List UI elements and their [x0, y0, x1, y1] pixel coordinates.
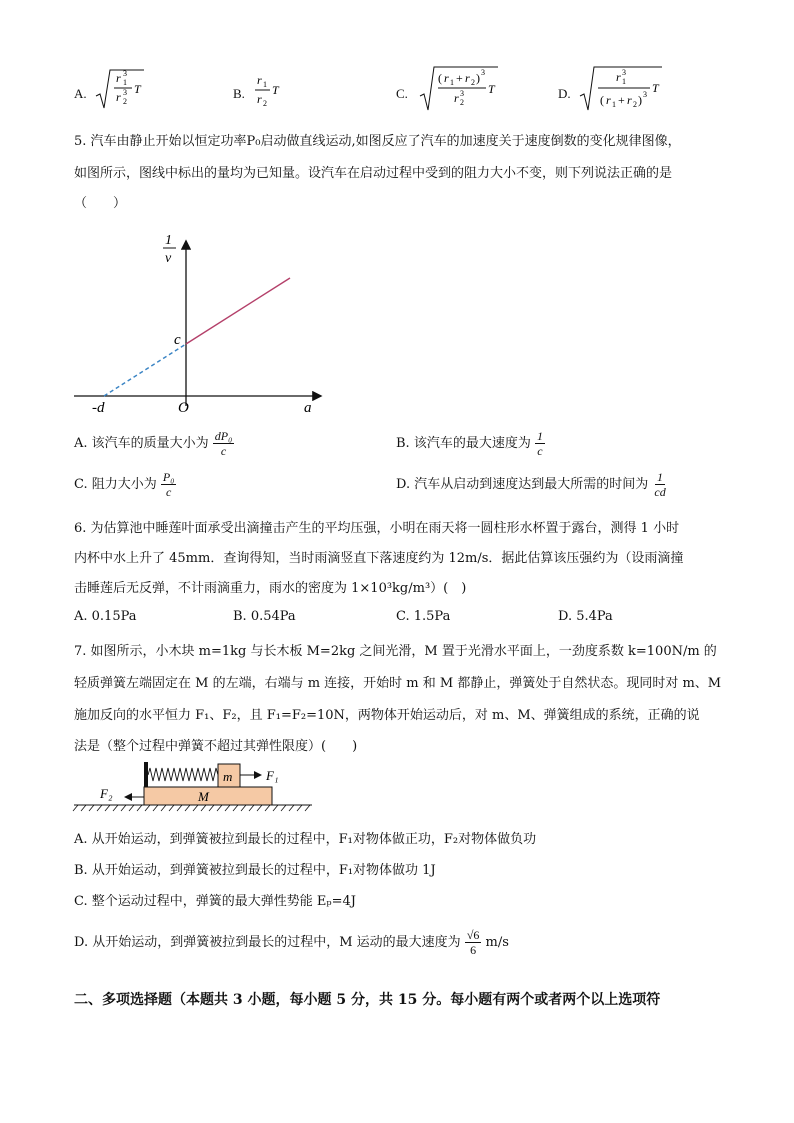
svg-text:T: T — [652, 81, 659, 95]
q6-line-1: 6. 为估算池中睡莲叶面承受出滴撞击产生的平均压强，小明在雨天将一圆柱形水杯置于露台，测得 1 小时 — [74, 521, 680, 536]
svg-text:3: 3 — [622, 68, 626, 77]
spring-wall — [144, 762, 148, 787]
q7-option-d-text: D. 从开始运动，到弹簧被拉到最长的过程中，M 运动的最大速度为 — [74, 935, 461, 950]
q5-option-d-den: cd — [654, 485, 666, 499]
svg-text:T: T — [272, 83, 279, 97]
graph-solid-line — [186, 278, 290, 344]
svg-text:r: r — [116, 71, 121, 85]
q5-option-b-text: B. 该汽车的最大速度为 — [396, 436, 531, 451]
svg-text:2: 2 — [471, 78, 475, 87]
m-label: m — [223, 769, 233, 784]
y-label-den: v — [165, 251, 172, 266]
q7-option-d — [74, 928, 509, 957]
ground — [73, 805, 312, 811]
svg-text:1: 1 — [622, 77, 626, 86]
q6-line-2: 内杯中水上升了 45mm．查询得知，当时雨滴竖直下落速度约为 12m/s．据此估算该压强约为（设雨滴撞 — [74, 551, 684, 566]
svg-text:1: 1 — [450, 78, 454, 87]
q7-option-d-den: 6 — [470, 943, 477, 957]
q5-stem-line-3: （ ） — [74, 196, 127, 211]
svg-text:r: r — [627, 93, 632, 107]
svg-text:r: r — [616, 70, 621, 84]
q4-option-d-expr — [578, 62, 664, 114]
svg-text:1: 1 — [612, 100, 616, 109]
svg-text:r: r — [606, 93, 611, 107]
q5-option-a — [74, 429, 234, 458]
svg-text:(: ( — [600, 93, 604, 107]
q4-option-a-label: A. — [74, 86, 87, 101]
q5-option-c-text: C. 阻力大小为 — [74, 477, 157, 492]
q4-option-a-expr — [94, 64, 146, 112]
svg-text:2: 2 — [460, 98, 464, 107]
svg-text:3: 3 — [643, 90, 647, 99]
q7-option-d-num: √6 — [466, 928, 480, 942]
svg-text:3: 3 — [123, 88, 127, 97]
q6-option-a: A. 0.15Pa — [74, 609, 137, 624]
q6-line-3: 击睡莲后无反弹，不计雨滴重力，雨水的密度为 1×10³kg/m³）( ) — [74, 581, 467, 596]
svg-text:): ) — [476, 71, 480, 85]
q4-option-c-label: C. — [396, 86, 408, 101]
q7-line-2: 轻质弹簧左端固定在 M 的左端，右端与 m 连接，开始时 m 和 M 都静止，弹簧处于自然状态。现同时对 m、M — [74, 676, 722, 691]
svg-text:r: r — [444, 71, 449, 85]
q5-option-d-num: 1 — [657, 470, 664, 484]
svg-text:+: + — [456, 71, 463, 85]
svg-text:+: + — [618, 93, 625, 107]
F1-label: F₁ — [266, 768, 279, 783]
q5-graph — [70, 228, 330, 418]
svg-text:r: r — [454, 91, 459, 105]
svg-text:(: ( — [438, 71, 442, 85]
q5-stem-line-1: 5. 汽车由静止开始以恒定功率P₀启动做直线运动,如图反应了汽车的加速度关于速度倒数的变化规律图像， — [74, 134, 681, 149]
svg-text:1: 1 — [263, 80, 267, 89]
section-2-heading: 二、多项选择题（本题共 3 小题，每小题 5 分，共 15 分。每小题有两个或者两个以上选项符 — [74, 992, 661, 1008]
svg-text:3: 3 — [481, 68, 485, 77]
origin-label: O — [178, 400, 189, 416]
q4-option-c-expr — [418, 62, 500, 114]
svg-text:T: T — [134, 82, 141, 96]
q7-option-c: C. 整个运动过程中，弹簧的最大弹性势能 Eₚ=4J — [74, 894, 356, 909]
dashed-extension-line — [104, 344, 186, 396]
q6-option-c: C. 1.5Pa — [396, 609, 451, 624]
q7-figure — [70, 758, 320, 818]
c-label: c — [174, 332, 181, 348]
svg-text:r: r — [257, 92, 262, 106]
neg-d-label: -d — [92, 400, 105, 416]
svg-text:3: 3 — [460, 89, 464, 98]
svg-text:3: 3 — [123, 69, 127, 78]
spring — [148, 768, 218, 781]
a-label: a — [304, 400, 312, 416]
q7-option-b: B. 从开始运动，到弹簧被拉到最长的过程中，F₁对物体做功 1J — [74, 863, 436, 878]
y-label-num: 1 — [165, 233, 172, 248]
svg-text:2: 2 — [123, 97, 127, 106]
svg-text:): ) — [638, 93, 642, 107]
q5-option-c-den: c — [165, 485, 172, 499]
q5-option-b-num: 1 — [536, 429, 543, 443]
q5-option-c-num: P₀ — [162, 470, 175, 484]
svg-text:r: r — [257, 73, 262, 87]
svg-text:1: 1 — [123, 78, 127, 87]
svg-text:2: 2 — [263, 99, 267, 108]
q5-option-b — [396, 429, 545, 458]
F2-label: F₂ — [100, 786, 113, 801]
q5-option-a-text: A. 该汽车的质量大小为 — [74, 436, 209, 451]
svg-text:2: 2 — [633, 100, 637, 109]
q7-line-3: 施加反向的水平恒力 F₁、F₂，且 F₁=F₂=10N，两物体开始运动后，对 m、M、弹簧组成的系统，正确的说 — [74, 708, 700, 723]
q5-stem-line-2: 如图所示，图线中标出的量均为已知量。设汽车在启动过程中受到的阻力大小不变，则下列说法正确的是 — [74, 166, 673, 181]
q5-option-a-num: dP₀ — [214, 429, 233, 443]
q7-line-1: 7. 如图所示，小木块 m=1kg 与长木板 M=2kg 之间光滑，M 置于光滑水平面上，一劲度系数 k=100N/m 的 — [74, 644, 717, 659]
svg-text:r: r — [116, 90, 121, 104]
q5-option-d — [396, 470, 668, 499]
q7-option-d-unit: m/s — [485, 935, 509, 950]
q5-option-c — [74, 470, 176, 499]
svg-text:r: r — [465, 71, 470, 85]
q7-line-4: 法是（整个过程中弹簧不超过其弹性限度）( ) — [74, 739, 358, 754]
q4-option-d-label: D. — [558, 86, 571, 101]
q4-option-b-expr — [254, 72, 288, 108]
M-label: M — [198, 789, 209, 804]
q5-option-a-den: c — [220, 444, 227, 458]
q5-option-d-text: D. 汽车从启动到速度达到最大所需的时间为 — [396, 477, 649, 492]
q5-option-b-den: c — [537, 444, 543, 458]
q6-option-d: D. 5.4Pa — [558, 609, 613, 624]
q4-option-b-label: B. — [233, 86, 245, 101]
svg-text:T: T — [488, 82, 495, 96]
q6-option-b: B. 0.54Pa — [233, 609, 296, 624]
q7-option-a: A. 从开始运动，到弹簧被拉到最长的过程中，F₁对物体做正功，F₂对物体做负功 — [74, 832, 537, 847]
